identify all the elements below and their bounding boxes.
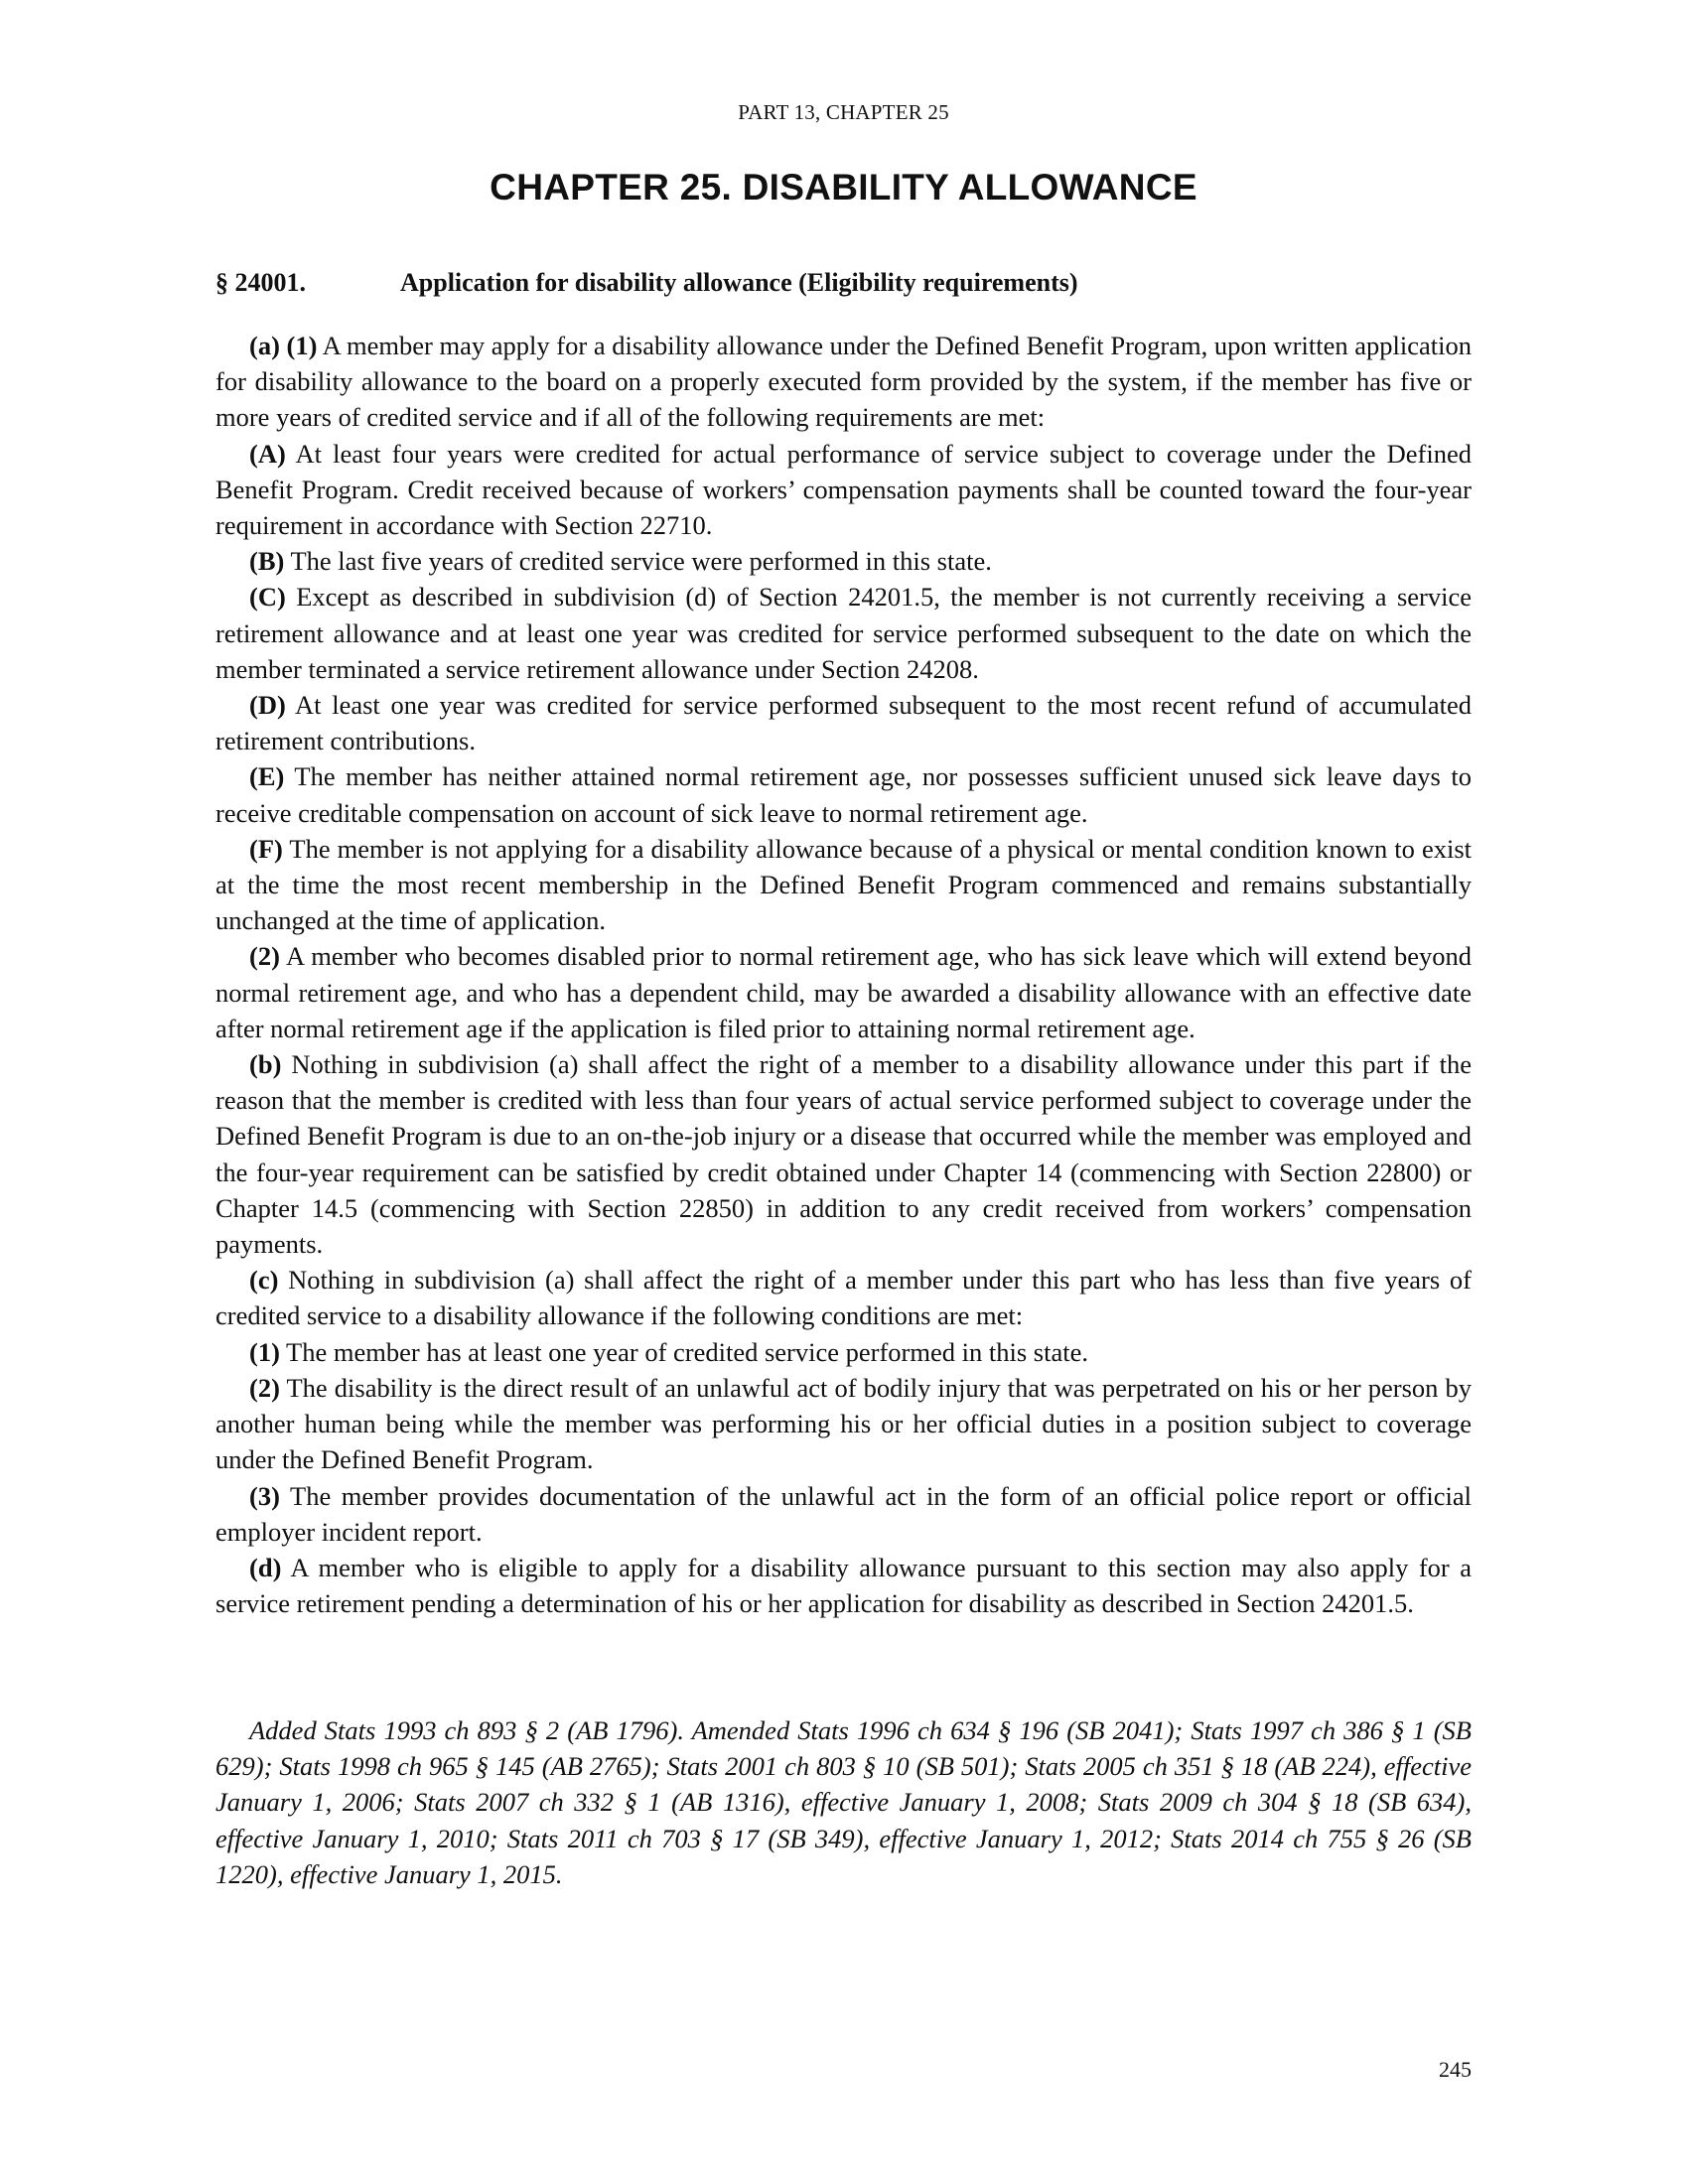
paragraph-a-1-B — [215, 543, 1472, 579]
paragraph-text: Except as described in subdivision (d) of Section 24201.5, the member is not currently receiving a service retirement allowance and at least one year was credited for service performed subsequent to the date on which the member terminated a service retirement allowance under Section 24208. — [215, 582, 1472, 684]
paragraph-text: The member is not applying for a disability allowance because of a physical or mental condition known to exist at the time the most recent membership in the Defined Benefit Program commenced and remains substantially unchanged at the time of application. — [215, 833, 1472, 936]
paragraph-label: (F) — [249, 833, 283, 864]
section-heading — [215, 266, 1472, 300]
section-number: § 24001. — [215, 268, 306, 297]
paragraph-text: The member provides documentation of the unlawful act in the form of an official police report or official employer incident report. — [215, 1480, 1472, 1547]
paragraph-label: (2) — [249, 941, 280, 972]
paragraph-c-1 — [215, 1334, 1472, 1370]
paragraph-text: A member who becomes disabled prior to normal retirement age, who has sick leave which will extend beyond normal retirement age, and who has a dependent child, may be awarded a disability allowance with an effective date after normal retirement age if the application is filed prior to attaining normal retirement age. — [215, 941, 1472, 1043]
paragraph-text: The disability is the direct result of an unlawful act of bodily injury that was perpetrated on his or her person by another human being while the member was performing his or her official duties in a position subject to coverage under the Defined Benefit Program. — [215, 1372, 1472, 1475]
paragraph-label: (a) (1) — [249, 331, 318, 360]
paragraph-c-2 — [215, 1370, 1472, 1478]
paragraph-label: (3) — [249, 1480, 280, 1511]
paragraph-a-1-C — [215, 579, 1472, 687]
section-title: Application for disability allowance (Eligibility requirements) — [400, 268, 1078, 297]
paragraph-a-1-F — [215, 831, 1472, 939]
running-header: PART 13, CHAPTER 25 — [738, 100, 949, 124]
paragraph-text: The member has at least one year of credited service performed in this state. — [279, 1336, 1088, 1367]
chapter-title: CHAPTER 25. DISABILITY ALLOWANCE — [490, 167, 1197, 207]
paragraph-text: The last five years of credited service were performed in this state. — [284, 546, 992, 577]
paragraph-label: (B) — [249, 546, 285, 577]
history-note: Added Stats 1993 ch 893 § 2 (AB 1796). Amended Stats 1996 ch 634 § 196 (SB 2041); Stats 1997 ch 386 § 1 (SB 629); Stats 1998 ch 965 § 145 (AB 2765); Stats 2001 ch 803 § 10 (SB 501); Stats 2005 ch 351 § 18 (AB 224), effective January 1, 2006; Stats 2007 ch 332 § 1 (AB 1316), effective January 1, 2008; Stats 2009 ch 304 § 18 (SB 634), effective January 1, 2010; Stats 2011 ch 703 § 17 (SB 349), effective January 1, 2012; Stats 2014 ch 755 § 26 (SB 1220), effective January 1, 2015. — [215, 1715, 1472, 1889]
paragraph-c — [215, 1262, 1472, 1333]
paragraph-label: (1) — [249, 1336, 280, 1367]
paragraph-a-1-A — [215, 436, 1472, 544]
paragraph-text: Nothing in subdivision (a) shall affect the right of a member under this part who has less than five years of credited service to a disability allowance if the following conditions are met: — [215, 1265, 1472, 1331]
paragraph-label: (2) — [249, 1372, 280, 1403]
section-body — [215, 328, 1472, 1621]
paragraph-text: A member may apply for a disability allowance under the Defined Benefit Program, upon written application for disability allowance to the board on a properly executed form provided by the system, if the member has five or more years of credited service and if all of the following requirements are met: — [215, 331, 1472, 433]
paragraph-c-3 — [215, 1478, 1472, 1550]
paragraph-b — [215, 1046, 1472, 1262]
paragraph-text: At least one year was credited for service performed subsequent to the most recent refund of accumulated retirement contributions. — [215, 690, 1472, 756]
paragraph-label: (d) — [249, 1552, 282, 1582]
paragraph-text: A member who is eligible to apply for a disability allowance pursuant to this section may also apply for a service retirement pending a determination of his or her application for disability as described in Section 24201.5. — [215, 1552, 1472, 1619]
paragraph-label: (b) — [249, 1049, 282, 1080]
paragraph-a-2 — [215, 938, 1472, 1046]
paragraph-label: (E) — [249, 761, 285, 792]
paragraph-label: (C) — [249, 582, 286, 613]
paragraph-label: (A) — [249, 438, 286, 469]
paragraph-text: The member has neither attained normal retirement age, nor possesses sufficient unused sick leave days to receive creditable compensation on account of sick leave to normal retirement age. — [215, 761, 1472, 828]
paragraph-a-1-E — [215, 758, 1472, 830]
paragraph-text: At least four years were credited for actual performance of service subject to coverage under the Defined Benefit Program. Credit received because of workers’ compensation payments shall be counted toward the four-year requirement in accordance with Section 22710. — [215, 438, 1472, 541]
paragraph-a-1-D — [215, 687, 1472, 758]
paragraph-label: (D) — [249, 690, 286, 721]
paragraph-d — [215, 1550, 1472, 1621]
page-number: 245 — [1439, 2057, 1472, 2082]
paragraph-a-1 — [215, 328, 1472, 436]
document-page — [215, 0, 1472, 2184]
paragraph-text: Nothing in subdivision (a) shall affect the right of a member to a disability allowance under this part if the reason that the member is credited with less than four years of actual service performed subject to coverage under the Defined Benefit Program is due to an on-the-job injury or a disease that occurred while the member was employed and the four-year requirement can be satisfied by credit obtained under Chapter 14 (commencing with Section 22800) or Chapter 14.5 (commencing with Section 22850) in addition to any credit received from workers’ compensation payments. — [215, 1049, 1472, 1260]
paragraph-label: (c) — [249, 1265, 279, 1296]
